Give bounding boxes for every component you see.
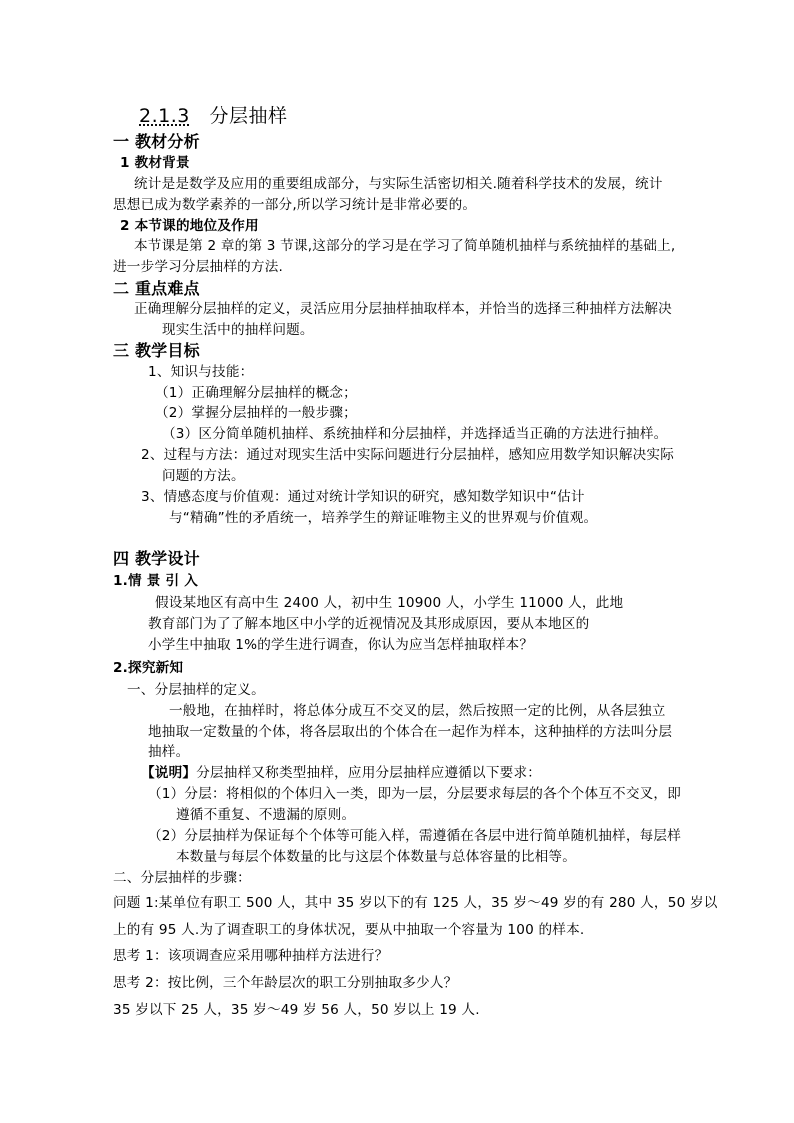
paragraph-line: 正确理解分层抽样的定义，灵活应用分层抽样抽取样本，并恰当的选择三种抽样方法解决 <box>134 301 672 317</box>
note-item: （2）分层抽样为保证每个个体等可能入样，需遵循在各层中进行简单随机抽样，每层样 <box>148 828 682 844</box>
paragraph-line: 小学生中抽取 1%的学生进行调查，你认为应当怎样抽取样本？ <box>148 637 534 653</box>
section-3-heading: 三 教学目标 <box>113 341 200 360</box>
subsection-heading: 一、分层抽样的定义。 <box>127 682 265 698</box>
paragraph-line: 一般地，在抽样时，将总体分成互不交叉的层，然后按照一定的比例，从各层独立 <box>169 703 666 719</box>
paragraph-line: 现实生活中的抽样问题。 <box>162 322 314 338</box>
paragraph-line: 进一步学习分层抽样的方法. <box>113 259 284 275</box>
note-item: （1）分层：将相似的个体归入一类，即为一层，分层要求每层的各个个体互不交叉，即 <box>148 786 682 802</box>
problem-line: 问题 1:某单位有职工 500 人，其中 35 岁以下的有 125 人，35 岁～49 岁的有 280 人，50 岁以 <box>113 895 718 911</box>
goal-1-item: （3）区分简单随机抽样、系统抽样和分层抽样，并选择适当正确的方法进行抽样。 <box>162 426 668 442</box>
question-line: 思考 1：该项调查应采用哪种抽样方法进行？ <box>113 948 389 964</box>
answer-line: 35 岁以下 25 人，35 岁～49 岁 56 人，50 岁以上 19 人. <box>113 1002 480 1018</box>
paragraph-line: 统计是是数学及应用的重要组成部分，与实际生活密切相关.随着科学技术的发展，统计 <box>134 176 663 192</box>
section-1-1-heading: 1 教材背景 <box>120 155 190 171</box>
section-2-heading: 二 重点难点 <box>113 279 200 298</box>
problem-line: 上的有 95 人.为了调查职工的身体状况，要从中抽取一个容量为 100 的样本. <box>113 922 585 938</box>
goal-3-cont: 与“精确”性的矛盾统一，培养学生的辩证唯物主义的世界观与价值观。 <box>169 510 598 526</box>
title-number: 2.1.3 <box>139 105 190 127</box>
paragraph-line: 思想已成为数学素养的一部分,所以学习统计是非常必要的。 <box>113 197 477 213</box>
goal-3: 3、情感态度与价值观：通过对统计学知识的研究，感知数学知识中“估计 <box>141 489 585 505</box>
subsection-heading: 二、分层抽样的步骤： <box>113 870 251 886</box>
question-line: 思考 2：按比例，三个年龄层次的职工分别抽取多少人？ <box>113 975 458 991</box>
goal-2-cont: 问题的方法。 <box>162 468 245 484</box>
section-4-1-heading: 1.情 景 引 入 <box>113 573 198 589</box>
note-line <box>141 764 541 782</box>
paragraph-line: 本节课是第 2 章的第 3 节课,这部分的学习是在学习了简单随机抽样与系统抽样的基础上, <box>134 238 676 254</box>
section-1-2-heading: 2 本节课的地位及作用 <box>120 218 259 234</box>
note-text: 分层抽样又称类型抽样，应用分层抽样应遵循以下要求： <box>196 765 542 781</box>
goal-1-item: （2）掌握分层抽样的一般步骤； <box>155 405 357 421</box>
section-1-heading: 一 教材分析 <box>113 132 200 151</box>
paragraph-line: 教育部门为了了解本地区中小学的近视情况及其形成原因，要从本地区的 <box>148 616 590 632</box>
goal-2: 2、过程与方法：通过对现实生活中实际问题进行分层抽样，感知应用数学知识解决实际 <box>141 447 675 463</box>
goal-1-item: （1）正确理解分层抽样的概念； <box>155 385 357 401</box>
goal-1: 1、知识与技能： <box>148 364 254 380</box>
title-text: 分层抽样 <box>209 105 288 127</box>
note-item-cont: 本数量与每层个体数量的比与这层个体数量与总体容量的比相等。 <box>176 849 577 865</box>
section-4-heading: 四 教学设计 <box>113 549 200 568</box>
paragraph-line: 地抽取一定数量的个体，将各层取出的个体合在一起作为样本，这种抽样的方法叫分层 <box>148 724 673 740</box>
note-item-cont: 遵循不重复、不遗漏的原则。 <box>176 807 356 823</box>
paragraph-line: 假设某地区有高中生 2400 人，初中生 10900 人，小学生 11000 人，此地 <box>155 595 624 611</box>
paragraph-line: 抽样。 <box>148 744 190 760</box>
section-4-2-heading: 2.探究新知 <box>113 660 184 676</box>
note-label: 【说明】 <box>141 765 197 781</box>
document-title <box>139 104 288 128</box>
